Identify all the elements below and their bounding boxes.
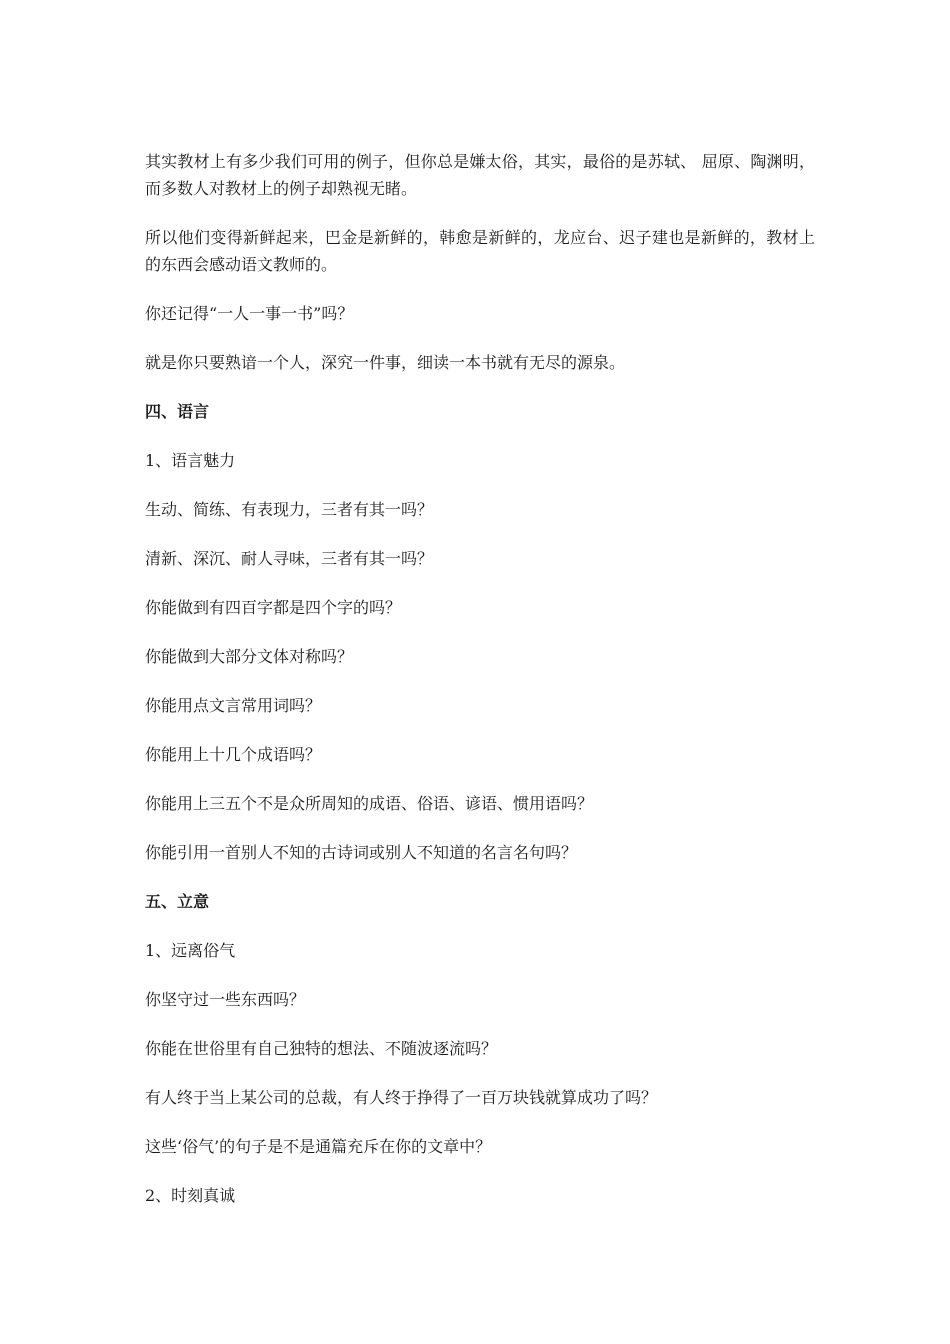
question-line: 你能用点文言常用词吗？ [145, 696, 322, 715]
paragraph: 你还记得“一人一事一书”吗？ [145, 304, 354, 323]
question-line: 你坚守过一些东西吗？ [145, 990, 306, 1009]
subsection-heading: 1、语言魅力 [145, 451, 236, 470]
paragraph: 所以他们变得新鲜起来，巴金是新鲜的，韩愈是新鲜的，龙应台、迟子建也是新鲜的，教材上的东西会感动语文教师的。 [145, 228, 815, 274]
question-line: 你能用上十几个成语吗？ [145, 745, 322, 764]
question-line: 有人终于当上某公司的总裁，有人终于挣得了一百万块钱就算成功了吗？ [145, 1088, 658, 1107]
question-line: 你能用上三五个不是众所周知的成语、俗语、谚语、惯用语吗？ [145, 794, 594, 813]
question-line: 你能做到有四百字都是四个字的吗？ [145, 598, 402, 617]
paragraph: 其实教材上有多少我们可用的例子，但你总是嫌太俗，其实，最俗的是苏轼、 屈原、陶渊明，而多数人对教材上的例子却熟视无睹。 [145, 152, 815, 198]
subsection-heading: 2、时刻真诚 [145, 1186, 236, 1205]
document-page [145, 148, 815, 1231]
section-heading-theme: 五、立意 [145, 892, 210, 911]
subsection-heading: 1、远离俗气 [145, 941, 236, 960]
question-line: 你能在世俗里有自己独特的想法、不随波逐流吗？ [145, 1039, 498, 1058]
question-line: 生动、简练、有表现力，三者有其一吗？ [145, 500, 434, 519]
question-line: 你能做到大部分文体对称吗？ [145, 647, 354, 666]
question-line: 清新、深沉、耐人寻味，三者有其一吗？ [145, 549, 434, 568]
question-line: 你能引用一首别人不知的古诗词或别人不知道的名言名句吗？ [145, 843, 578, 862]
paragraph: 就是你只要熟谙一个人，深究一件事，细读一本书就有无尽的源泉。 [145, 353, 626, 372]
section-heading-language: 四、语言 [145, 402, 210, 421]
question-line: 这些‘俗气’的句子是不是通篇充斥在你的文章中？ [145, 1137, 492, 1156]
